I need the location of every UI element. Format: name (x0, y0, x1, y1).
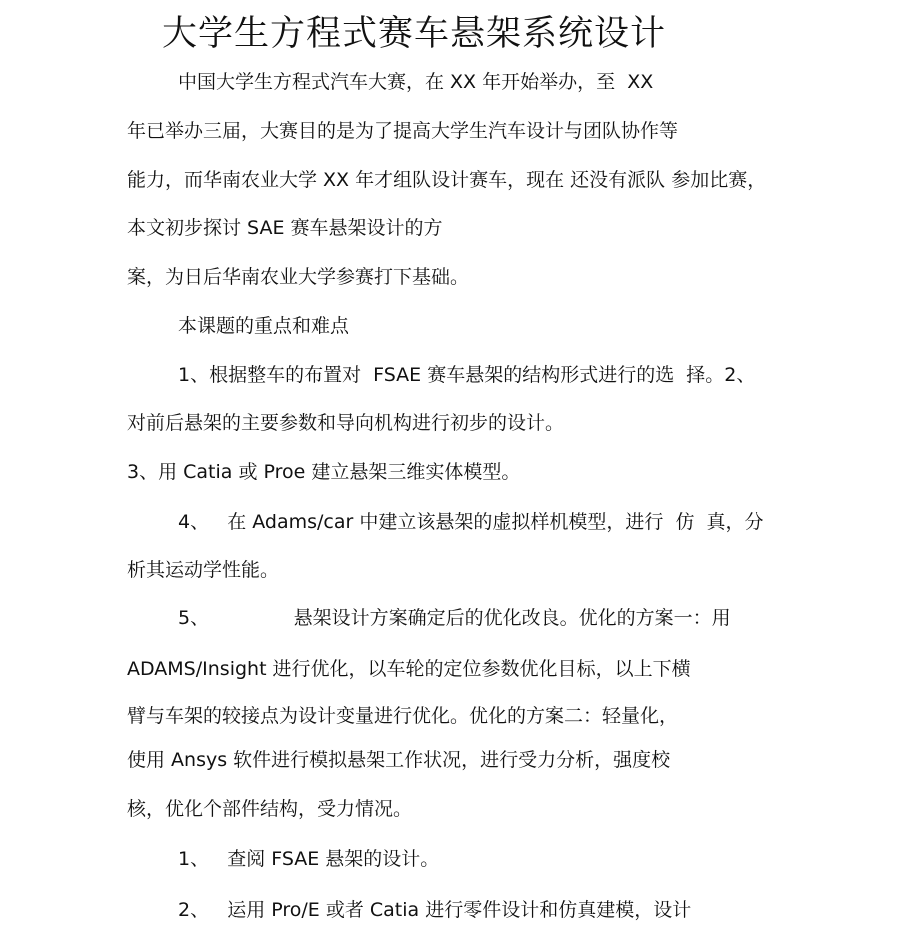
paragraph-line: 核，优化个部件结构，受力情况。 (127, 798, 413, 820)
paragraph-line: 3、用 Catia 或 Proe 建立悬架三维实体模型。 (127, 461, 521, 483)
paragraph-line: 析其运动学性能。 (127, 559, 280, 581)
paragraph-line: 年已举办三届，大赛目的是为了提高大学生汽车设计与团队协作等 (127, 120, 679, 142)
paragraph-line: 臂与车架的较接点为设计变量进行优化。优化的方案二：轻量化， (127, 705, 679, 727)
paragraph-line: ADAMS/Insight 进行优化，以车轮的定位参数优化目标，以上下横 (127, 658, 691, 680)
paragraph-line: 4、 在 Adams/car 中建立该悬架的虚拟样机模型，进行 仿 真，分 (178, 511, 764, 533)
paragraph-line: 1、根据整车的布置对 FSAE 赛车悬架的结构形式进行的选 择。2、 (178, 364, 756, 386)
paragraph-line: 5、 悬架设计方案确定后的优化改良。优化的方案一：用 (178, 607, 731, 629)
paragraph-line: 2、 运用 Pro/E 或者 Catia 进行零件设计和仿真建模，设计 (178, 899, 692, 921)
document-title: 大学生方程式赛车悬架系统设计 (162, 14, 667, 54)
paragraph-line: 中国大学生方程式汽车大赛，在 XX 年开始举办，至 XX (178, 71, 654, 93)
paragraph-line: 对前后悬架的主要参数和导向机构进行初步的设计。 (127, 412, 565, 434)
paragraph-line: 案，为日后华南农业大学参赛打下基础。 (127, 266, 470, 288)
paragraph-line: 能力，而华南农业大学 XX 年才组队设计赛车，现在 还没有派队 参加比赛， (127, 169, 767, 191)
paragraph-line: 使用 Ansys 软件进行模拟悬架工作状况，进行受力分析，强度校 (127, 749, 671, 771)
section-heading: 本课题的重点和难点 (178, 315, 350, 337)
paragraph-line: 本文初步探讨 SAE 赛车悬架设计的方 (127, 217, 443, 239)
paragraph-line: 1、 查阅 FSAE 悬架的设计。 (178, 848, 440, 870)
